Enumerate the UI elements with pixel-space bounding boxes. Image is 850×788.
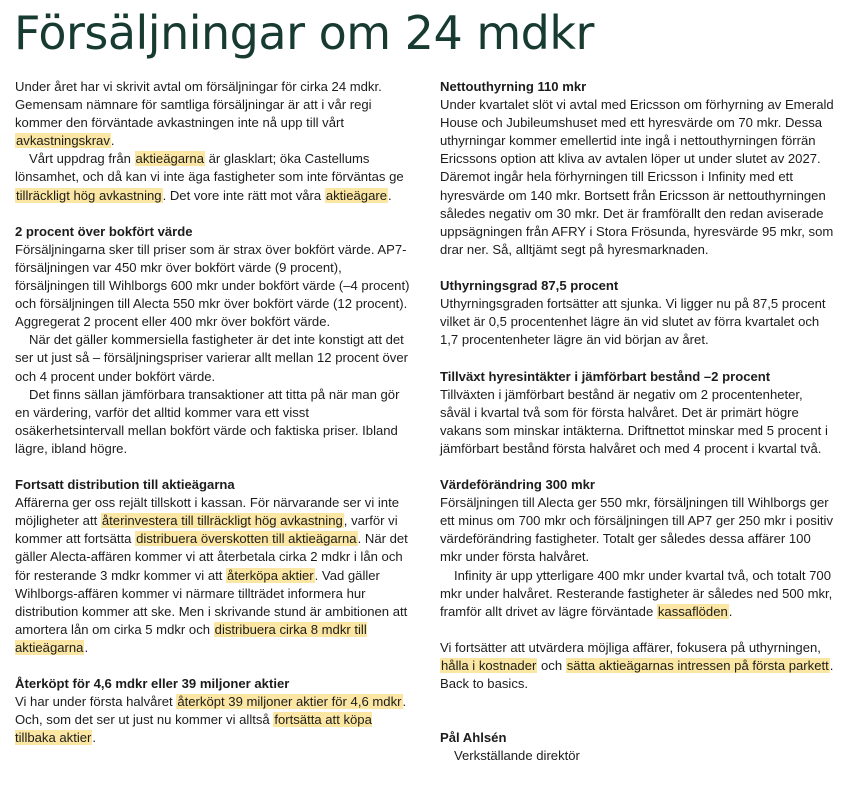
text-run: , varför vi kommer att fortsätta [15,513,398,547]
text-run: är glasklart; öka Castellums lönsamhet, och då kan vi inte äga fastigheter som inte förväntas ge [15,151,404,185]
text-run: Vi har under första halvåret [15,694,177,710]
highlighted-text: kassaflöden [657,603,728,619]
highlighted-text: hålla i kostnader [441,658,537,673]
text-run: Uthyrningsgraden fortsätter att sjunka. Vi ligger nu på 87,5 procent vilket är 0,5 procentenhet lägre än vid slutet av förra kvartalet och 1,7 procentenheter lägre än vid början av året. [440,296,826,348]
paragraph [15,494,410,657]
section-heading: Fortsatt distribution till aktieägarna [15,477,235,493]
paragraph [15,78,410,150]
signature-name: Pål Ahlsén [440,730,507,746]
paragraph [15,693,410,747]
right_column-section [440,78,835,259]
page-title: Försäljningar om 24 mdkr [14,6,594,60]
right_column-section [440,476,835,621]
paragraph [15,150,410,204]
right-column [440,78,835,783]
right_column-section [440,639,835,693]
section-heading: Återköpt för 4,6 mdkr eller 39 miljoner aktier [15,676,290,692]
text-run: Under året har vi skrivit avtal om försäljningar för cirka 24 mdkr. Gemensam nämnare för samtliga försäljningar är att i vår regi kommer den förväntade avkastningen inte nå upp till vårt [15,79,382,131]
section-heading: 2 procent över bokfört värde [15,223,193,239]
highlighted-text: återköpa aktier [227,567,314,583]
paragraph [440,567,835,621]
text-run: Försäljningarna sker till priser som är strax över bokfört värde. AP7-försäljningen var 450 mkr över bokfört värde (9 procent), försäljningen till Wihlborgs 600 mkr under bokfört värde (–4 procent) och försäljningen till Alecta 550 mkr över bokfört värde (12 procent). Aggregerat 2 procent eller 400 mkr över bokfört värde. [15,241,410,330]
highlighted-text: distribuera cirka 8 mdkr till aktieägarna [15,621,367,655]
signature-role: Verkställande direktör [454,748,580,764]
highlighted-text: avkastningskrav [16,133,110,149]
left_column-section [15,476,410,657]
paragraph [440,639,835,693]
paragraph [15,241,410,331]
signature [440,729,835,765]
left-column [15,78,410,766]
text-run: . Back to basics. [440,658,834,692]
highlighted-text: aktieägarna [135,151,204,167]
section-heading: Nettouthyrning 110 mkr [440,79,587,94]
text-run: och [537,658,566,673]
right_column-section [440,277,835,349]
left_column-section [15,675,410,747]
highlighted-text: tillräckligt hög avkastning [16,187,162,203]
text-run: . Vad gäller Wihlborgs-affären kommer vi närmare tillträdet informera hur distribution kommer att ske. Men i skrivande stund är ambitionen att amortera lån om cirka 5 mdkr och [15,567,408,637]
text-run: . När det gäller Alecta-affären kommer vi att återbetala cirka 2 mdkr i lån och för resterande 3 mdkr kommer vi att [15,531,408,583]
text-run: Affärerna ger oss rejält tillskott i kassan. För närvarande ser vi inte möjligheter att [15,495,400,529]
highlighted-text: distribuera överskotten till aktieägarna [136,531,357,547]
text-run: Under kvartalet slöt vi avtal med Ericsson om förhyrning av Emerald House och Jubileumshuset med ett hyresvärde om 70 mkr. Dessa uthyrningar kommer emellertid inte ingå i nettouthyrningen förrän Ericssons option att kliva av avtalen löper ut under slutet av 2027. Däremot ingår hela förhyrningen till Ericsson i Infinity med ett hyresvärde om 140 mkr. Bortsett från Ericsson är nettouthyrningen således negativ om 30 mkr. Det är framförallt den redan aviserade uppsägningen från AFRY i Stora Frösunda, hyresvärde 95 mkr, som drar ner. Så, alltjämt segt på hyresmarknaden. [440,97,834,257]
text-run: . Och, som det ser ut just nu kommer vi alltså [15,694,407,728]
text-run: . [84,639,89,655]
text-run: Det finns sällan jämförbara transaktioner att titta på när man gör en värdering, varför det alltid kommer vara ett visst osäkerhetsintervall mellan bokfört värde och faktiska priser. Ibland lägre, ibland högre. [15,386,400,456]
paragraph [440,494,835,566]
highlighted-text: aktieägare [325,187,387,203]
paragraph [440,386,835,458]
text-run: Tillväxten i jämförbart bestånd är negativ om 2 procentenheter, såväl i kvartal två som för första halvåret. Det är primärt högre vakans som minskar intäkterna. Driftnettot minskar med 5 procent i jämförbart bestånd första halvåret och med 4 procent i kvartal två. [440,386,828,456]
paragraph [15,386,410,458]
left_column-section [15,78,410,205]
section-heading: Tillväxt hyresintäkter i jämförbart bestånd –2 procent [440,368,771,384]
text-run: . Det vore inte rätt mot våra [162,187,325,203]
paragraph [15,331,410,385]
text-run: När det gäller kommersiella fastigheter är det inte konstigt att det ser ut just så – försäljningspriser varierar allt mellan 12 procent över och 4 procent under bokfört värde. [15,332,408,384]
right_column-section [440,368,835,458]
text-run: . [728,603,733,619]
text-run: Försäljningen till Alecta ger 550 mkr, försäljningen till Wihlborgs ger ett minus om 700 mkr och försäljningen till AP7 ger 250 mkr i positiv värdeförändring fastigheter. Totalt ger således dessa affärer 100 mkr under första halvåret. [440,495,833,565]
text-run: . [92,730,97,746]
paragraph [440,295,835,349]
highlighted-text: fortsätta att köpa tillbaka aktier [15,712,372,746]
highlighted-text: återköpt 39 miljoner aktier för 4,6 mdkr [177,694,402,710]
text-run: . [388,187,392,203]
left_column-section [15,223,410,458]
section-heading: Värdeförändring 300 mkr [440,477,595,493]
paragraph [440,96,835,259]
text-run: . [110,133,115,149]
section-heading: Uthyrningsgrad 87,5 procent [440,278,619,294]
highlighted-text: återinvestera till tillräckligt hög avkastning [101,513,343,529]
highlighted-text: sätta aktieägarnas intressen på första parkett [566,658,829,673]
right-column-sections [440,78,835,693]
text-run: Infinity är upp ytterligare 400 mkr under kvartal två, och totalt 700 mkr under halvåret. Resterande fastigheter är således ned 500 mkr, framför allt drivet av lägre förväntade [440,567,833,619]
text-run: Vårt uppdrag från [29,151,135,167]
text-run: Vi fortsätter att utvärdera möjliga affärer, fokusera på uthyrningen, [440,639,821,655]
